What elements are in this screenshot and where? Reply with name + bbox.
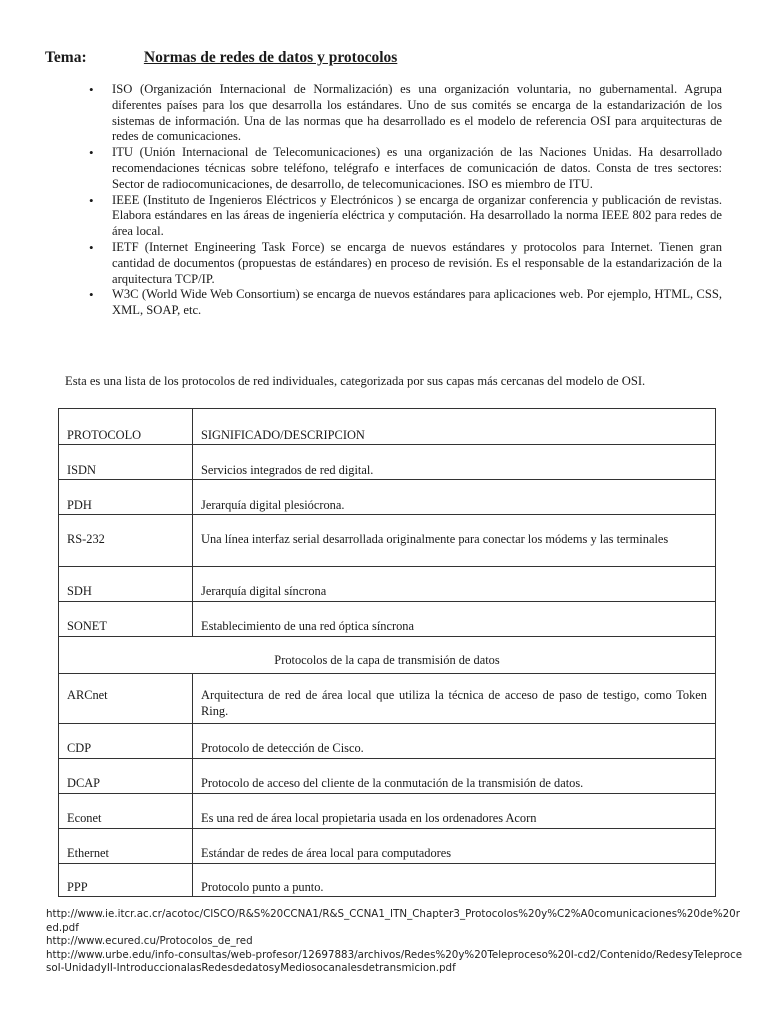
protocol-cell: CDP xyxy=(59,724,193,759)
header-description: SIGNIFICADO/DESCRIPCION xyxy=(193,409,716,445)
title-label: Tema: xyxy=(45,49,87,66)
protocol-cell: PDH xyxy=(59,480,193,515)
organizations-list xyxy=(88,82,722,319)
list-item: • ITU (Unión Internacional de Telecomunicaciones) es una organización de las Naciones Unidas. Ha desarrollado recomendaciones técnicas sobre teléfono, telégrafo e interfaces de comunicación de datos. Consta de tres sectores: Sector de radiocomunicaciones, de desarrollo, de telecomunicaciones. ISO es miembro de ITU. xyxy=(88,145,722,192)
section-row xyxy=(59,637,716,674)
description-cell: Arquitectura de red de área local que utiliza la técnica de acceso de paso de testigo, como Token Ring. xyxy=(193,674,716,724)
description-cell: Protocolo de acceso del cliente de la conmutación de la transmisión de datos. xyxy=(193,759,716,794)
description-cell: Estándar de redes de área local para computadores xyxy=(193,829,716,864)
reference-link[interactable]: http://www.ie.itcr.ac.cr/acotoc/CISCO/R&S%20CCNA1/R&S_CCNA1_ITN_Chapter3_Protocolos%20y%C2%A0comunicaciones%20de%20red.pdf xyxy=(46,908,740,934)
table-row xyxy=(59,602,716,637)
table-header-row xyxy=(59,409,716,445)
protocol-cell: SONET xyxy=(59,602,193,637)
protocol-cell: SDH xyxy=(59,567,193,602)
table-row xyxy=(59,480,716,515)
table-row xyxy=(59,445,716,480)
header-protocol: PROTOCOLO xyxy=(59,409,193,445)
table-row xyxy=(59,864,716,897)
description-cell: Jerarquía digital plesiócrona. xyxy=(193,480,716,515)
protocol-cell: Econet xyxy=(59,794,193,829)
table-row xyxy=(59,674,716,724)
protocol-cell: DCAP xyxy=(59,759,193,794)
protocol-cell: Ethernet xyxy=(59,829,193,864)
description-cell: Protocolo punto a punto. xyxy=(193,864,716,897)
table-row xyxy=(59,759,716,794)
table-row xyxy=(59,567,716,602)
description-cell: Protocolo de detección de Cisco. xyxy=(193,724,716,759)
table-row xyxy=(59,829,716,864)
title-subject: Normas de redes de datos y protocolos xyxy=(143,49,398,66)
list-item: • IEEE (Instituto de Ingenieros Eléctricos y Electrónicos ) se encarga de organizar conferencia y publicación de revistas. Elabora estándares en las áreas de ingeniería eléctrica y computación. Ha desarrollado la norma IEEE 802 para redes de área local. xyxy=(88,193,722,240)
list-item: • ISO (Organización Internacional de Normalización) es una organización voluntaria, no gubernamental. Agrupa diferentes países para los que desarrolla los estándares. Uno de sus comités se encarga de la estandarización de los sistemas de información. Una de las normas que ha desarrollado es el modelo de referencia OSI para arquitecturas de redes de comunicaciones. xyxy=(88,82,722,145)
description-cell: Establecimiento de una red óptica síncrona xyxy=(193,602,716,637)
protocols-table xyxy=(58,408,716,897)
reference-link[interactable]: http://www.urbe.edu/info-consultas/web-profesor/12697883/archivos/Redes%20y%20Teleproceso%20I-cd2/Contenido/RedesyTeleprocesoI-UnidadyII-IntroduccionalasRedesdedatosyMediosocanalesdetransmicion.pdf xyxy=(46,948,743,975)
protocol-cell: ARCnet xyxy=(59,674,193,724)
protocol-cell: PPP xyxy=(59,864,193,897)
reference-link[interactable]: http://www.ecured.cu/Protocolos_de_red xyxy=(46,935,253,948)
description-cell: Servicios integrados de red digital. xyxy=(193,445,716,480)
list-item: • W3C (World Wide Web Consortium) se encarga de nuevos estándares para aplicaciones web. Por ejemplo, HTML, CSS, XML, SOAP, etc. xyxy=(88,287,722,319)
description-cell: Una línea interfaz serial desarrollada originalmente para conectar los módems y las terminales xyxy=(193,515,716,567)
intro-paragraph: Esta es una lista de los protocolos de red individuales, categorizada por sus capas más cercanas del modelo de OSI. xyxy=(65,374,646,388)
list-item: • IETF (Internet Engineering Task Force) se encarga de nuevos estándares y protocolos para Internet. Tienen gran cantidad de documentos (propuestas de estándares) en proceso de revisión. Es el responsable de la estandarización de la arquitectura TCP/IP. xyxy=(88,240,722,287)
document-title xyxy=(45,49,397,67)
description-cell: Es una red de área local propietaria usada en los ordenadores Acorn xyxy=(193,794,716,829)
table-row xyxy=(59,515,716,567)
section-heading-datalink: Protocolos de la capa de transmisión de datos xyxy=(59,637,716,674)
references xyxy=(46,908,746,976)
protocol-cell: RS-232 xyxy=(59,515,193,567)
protocol-cell: ISDN xyxy=(59,445,193,480)
description-cell: Jerarquía digital síncrona xyxy=(193,567,716,602)
table-row xyxy=(59,724,716,759)
table-row xyxy=(59,794,716,829)
